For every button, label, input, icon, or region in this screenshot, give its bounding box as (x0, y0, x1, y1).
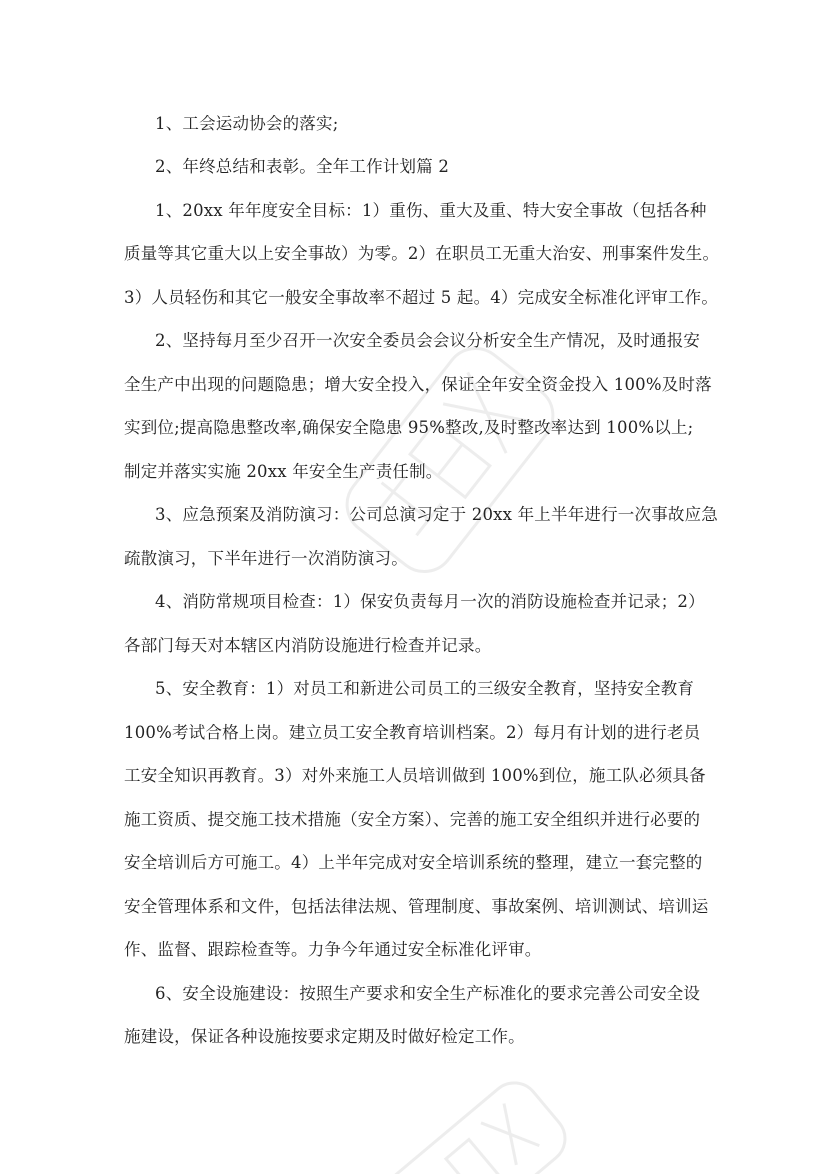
text-line-17: 施工资质、提交施工技术措施（安全方案）、完善的施工安全组织并进行必要的 (124, 810, 701, 829)
text-line-6: 2、坚持每月至少召开一次安全委员会会议分析安全生产情况，及时通报安 (155, 331, 701, 350)
text-line-12: 4、消防常规项目检查：1）保安负责每月一次的消防设施检查并记录；2） (155, 592, 705, 611)
text-line-3: 1、20xx 年年度安全目标：1）重伤、重大及重、特大安全事故（包括各种 (155, 201, 707, 220)
text-line-9: 制定并落实实施 20xx 年安全生产责任制。 (124, 462, 443, 481)
text-line-21: 6、安全设施建设：按照生产要求和安全生产标准化的要求完善公司安全设 (155, 984, 701, 1003)
text-line-10: 3、应急预案及消防演习：公司总演习定于 20xx 年上半年进行一次事故应急 (155, 505, 718, 524)
text-line-1: 1、工会运动协会的落实; (155, 114, 339, 133)
text-line-16: 工安全知识再教育。3）对外来施工人员培训做到 100%到位，施工队必须具备 (124, 766, 706, 785)
text-line-18: 安全培训后方可施工。4）上半年完成对安全培训系统的整理，建立一套完整的 (124, 853, 703, 872)
text-line-11: 疏散演习，下半年进行一次消防演习。 (124, 549, 408, 568)
text-line-15: 100%考试合格上岗。建立员工安全教育培训档案。2）每月有计划的进行老员 (124, 723, 701, 742)
text-line-5: 3）人员轻伤和其它一般安全事故率不超过 5 起。4）完成安全标准化评审工作。 (124, 288, 719, 307)
text-line-22: 施建设，保证各种设施按要求定期及时做好检定工作。 (124, 1027, 525, 1046)
text-line-4: 质量等其它重大以上安全事故）为零。2）在职员工无重大治安、刑事案件发生。 (124, 244, 720, 263)
text-line-2: 2、年终总结和表彰。全年工作计划篇 2 (155, 157, 450, 176)
text-line-13: 各部门每天对本辖区内消防设施进行检查并记录。 (124, 636, 492, 655)
text-line-7: 全生产中出现的问题隐患；增大安全投入，保证全年安全资金投入 100%及时落 (124, 375, 712, 394)
text-line-20: 作、监督、跟踪检查等。力争今年通过安全标准化评审。 (124, 940, 542, 959)
text-line-8: 实到位;提高隐患整改率,确保安全隐患 95%整改,及时整改率达到 100%以上; (124, 418, 694, 437)
text-line-19: 安全管理体系和文件，包括法律法规、管理制度、事故案例、培训测试、培训运 (124, 897, 709, 916)
watermark-logo-icon-bottom (330, 1080, 590, 1174)
text-line-14: 5、安全教育：1）对员工和新进公司员工的三级安全教育，坚持安全教育 (155, 679, 695, 698)
